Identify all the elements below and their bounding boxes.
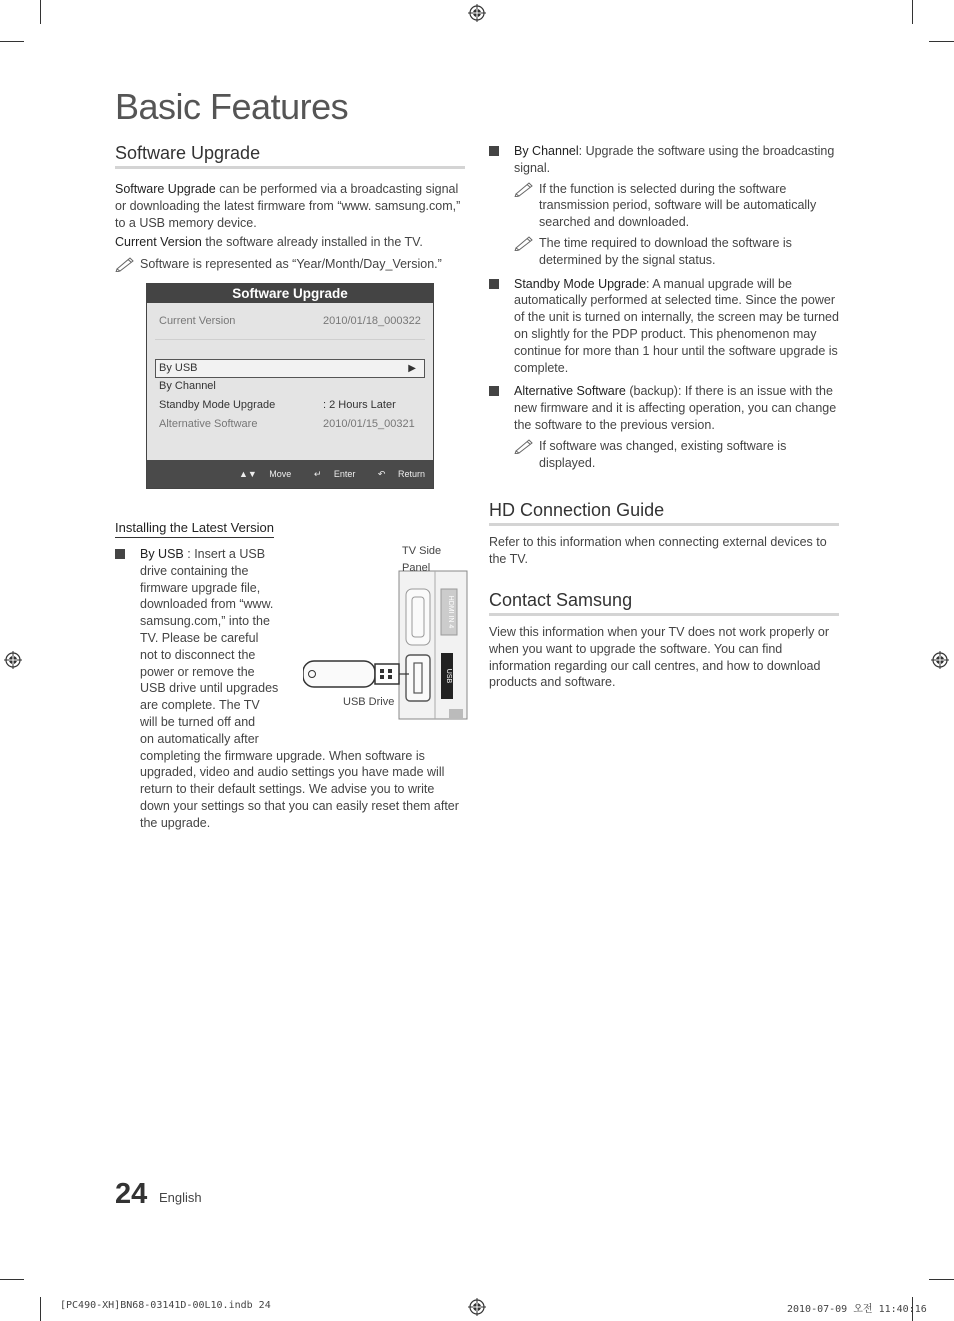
crop-mark [40,1297,41,1321]
print-slug-left: [PC490-XH]BN68-03141D-00L10.indb 24 [60,1300,271,1311]
left-column [115,143,465,832]
standby-upgrade-item: Standby Mode Upgrade: A manual upgrade will be automatically performed at selected time. Since the power of the unit is turned on internally, the screen may be turned on slightly for the PDP product. This phenomenon may continue for more than 1 hour until the software upgrade is complete. [489,276,839,377]
by-usb-line: firmware upgrade file, [140,580,261,595]
by-channel-item: By Channel: Upgrade the software using the broadcasting signal. If the function is selected during the software transmission period, software will be automatically searched and downloaded. The time required to download the software is determined by the signal status. [489,143,839,269]
note-pencil-icon [514,438,534,454]
by-usb-line: on automatically after [140,731,259,746]
crop-mark [0,1279,24,1280]
osd-current-version: Current Version 2010/01/18_000322 [159,314,421,327]
print-slug-right: 2010-07-09 오전 11:40:16 [787,1304,927,1315]
crop-mark [40,0,41,24]
page-number: 24 [115,1178,148,1210]
crop-mark [929,41,954,42]
registration-mark-icon [468,4,486,22]
by-usb-line: samsung.com,” into the [140,614,270,629]
usb-drive-icon [303,661,409,687]
osd-move-hint: ▲▼ Move [238,468,292,479]
square-bullet-icon [489,279,499,289]
contact-samsung-heading: Contact Samsung [489,590,839,616]
hdmi-port-label: HDMI IN 4 [447,595,454,629]
registration-mark-icon [931,651,949,669]
software-upgrade-heading: Software Upgrade [115,143,465,169]
note-pencil-icon [115,256,135,272]
osd-enter-hint: ↵ Enter [313,468,356,479]
osd-item-by-usb[interactable]: By USB ▶ [155,359,425,378]
alternative-software-note: If software was changed, existing software is displayed. [514,438,839,472]
enter-icon: ↵ [313,468,322,479]
by-usb-line: USB drive until upgrades [140,681,279,696]
square-bullet-icon [115,549,125,559]
return-icon: ↶ [377,468,386,479]
software-upgrade-intro: Software Upgrade can be performed via a broadcasting signal or downloading the latest firmware from “www. samsung.com,” to a USB memory device. [115,182,461,230]
hd-connection-guide-body: Refer to this information when connecting external devices to the TV. [489,535,827,567]
alternative-software-item: Alternative Software (backup): If there is an issue with the new firmware and it is affecting operation, you can change the software to the previous version. If software was changed, existing software is displayed. [489,383,839,471]
square-bullet-icon [489,146,499,156]
by-usb-line: downloaded from “www. [140,597,274,612]
by-usb-line: drive containing the [140,563,249,578]
by-channel-note-2: The time required to download the software is determined by the signal status. [514,235,839,269]
osd-footer [147,460,433,488]
right-column [489,143,839,691]
installing-heading: Installing the Latest Version [115,520,274,538]
note-pencil-icon [514,235,534,251]
registration-mark-icon [4,651,22,669]
by-usb-line: are complete. The TV [140,698,260,713]
osd-item-by-channel[interactable]: By Channel [159,379,216,392]
osd-item-standby-upgrade[interactable]: Standby Mode Upgrade : 2 Hours Later [159,398,396,411]
by-channel-note-1: If the function is selected during the software transmission period, software will be automatically searched and downloaded. [514,181,839,231]
tv-side-panel-label: TV Side Panel [402,545,442,574]
version-format-note: Software is represented as “Year/Month/Day_Version.” [115,256,465,273]
by-usb-line: not to disconnect the [140,647,256,662]
up-down-arrow-icon: ▲▼ [238,468,257,479]
usb-port-label: USB [445,668,452,684]
chevron-right-icon: ▶ [408,362,416,374]
note-pencil-icon [514,181,534,197]
page-language: English [159,1190,202,1205]
by-usb-text-continued: completing the firmware upgrade. When software is upgraded, video and audio settings you have made will return to their default settings. We advise you to write down your settings so that you can easily reset them after the upgrade. [140,748,459,830]
current-version-desc: Current Version the software already installed in the TV. [115,235,423,250]
by-usb-text: By USB : Insert a USB drive containing the firmware upgrade file, downloaded from “www. samsung.com,” into the TV. Please be careful not to disconnect the power or remove the USB drive until upgrades are complete. The TV will be turned off and on automatically after [140,546,279,746]
by-usb-line: : Insert a USB [187,546,266,561]
crop-mark [0,41,24,42]
chapter-title: Basic Features [115,86,349,127]
registration-mark-icon [468,1298,486,1316]
usb-drive-label: USB Drive [343,696,395,708]
crop-mark [912,0,913,24]
crop-mark [929,1279,954,1280]
hd-connection-guide-heading: HD Connection Guide [489,500,839,526]
software-upgrade-osd [146,283,434,489]
by-usb-line: power or remove the [140,664,255,679]
by-usb-line: TV. Please be careful [140,630,259,645]
osd-return-hint: ↶ Return [377,468,425,479]
square-bullet-icon [489,386,499,396]
osd-divider [155,339,425,340]
by-usb-line: will be turned off and [140,714,256,729]
contact-samsung-body: View this information when your TV does not work properly or when you want to upgrade the software. You can find information regarding our call centres, and how to download products and software. [489,624,829,690]
osd-item-alternative-software[interactable]: Alternative Software 2010/01/15_00321 [159,417,415,430]
osd-title: Software Upgrade [147,284,433,303]
